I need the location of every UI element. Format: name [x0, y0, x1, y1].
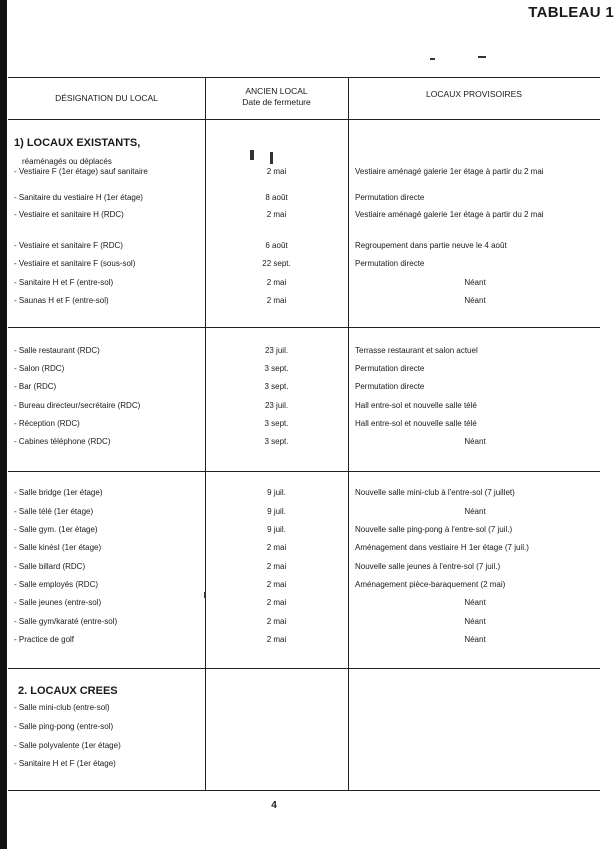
provisional-location: Hall entre-sol et nouvelle salle télé [355, 419, 477, 428]
closing-date: 3 sept. [264, 364, 289, 373]
local-name: - Saunas H et F (entre-sol) [14, 296, 109, 305]
local-name: - Salle ping-pong (entre-sol) [14, 722, 114, 731]
closing-date: 2 mai [266, 278, 287, 287]
provisional-location: Permutation directe [355, 364, 425, 373]
closing-date: 2 mai [266, 210, 287, 219]
closing-date: 3 sept. [264, 419, 289, 428]
table-row [0, 240, 600, 252]
provisional-location: Néant [464, 635, 486, 644]
table-bottom-rule [8, 790, 600, 791]
local-name: - Salon (RDC) [14, 364, 65, 373]
section1-subtitle: réaménagés ou déplacés [22, 157, 112, 166]
local-name: - Cabines téléphone (RDC) [14, 437, 111, 446]
section1-title: 1) LOCAUX EXISTANTS, [14, 137, 141, 149]
closing-date: 23 juil. [264, 346, 289, 355]
table-row [0, 506, 600, 518]
table-row [0, 579, 600, 591]
group3-bottom-rule [8, 668, 600, 669]
local-name: - Vestiaire F (1er étage) sauf sanitaire [14, 167, 148, 176]
table-row [0, 295, 600, 307]
local-name: - Salle polyvalente (1er étage) [14, 741, 121, 750]
table-row [0, 400, 600, 412]
closing-date: 3 sept. [264, 382, 289, 391]
closing-date: 2 mai [266, 167, 287, 176]
local-name: - Salle télé (1er étage) [14, 507, 94, 516]
closing-date: 9 juil. [267, 488, 286, 497]
table-row [0, 192, 600, 204]
local-name: - Vestiaire et sanitaire H (RDC) [14, 210, 124, 219]
closing-date: 23 juil. [264, 401, 289, 410]
table-row [0, 436, 600, 448]
scan-speck [250, 150, 254, 160]
closing-date: 3 sept. [264, 437, 289, 446]
scan-speck [478, 56, 486, 58]
provisional-location: Aménagement dans vestiaire H 1er étage (7 juil.) [355, 543, 529, 552]
closing-date: 2 mai [266, 580, 287, 589]
closing-date: 2 mai [266, 617, 287, 626]
table-row [0, 634, 600, 646]
local-name: - Vestiaire et sanitaire F (RDC) [14, 241, 123, 250]
local-name: - Sanitaire du vestiaire H (1er étage) [14, 193, 143, 202]
column-divider-2 [348, 77, 349, 790]
group1-bottom-rule [8, 327, 600, 328]
closing-date: 2 mai [266, 635, 287, 644]
table-row [0, 418, 600, 430]
local-name: - Salle gym. (1er étage) [14, 525, 98, 534]
closing-date: 2 mai [266, 562, 287, 571]
provisional-location: Terrasse restaurant et salon actuel [355, 346, 478, 355]
local-name: - Réception (RDC) [14, 419, 80, 428]
table-row [0, 740, 600, 752]
closing-date: 2 mai [266, 296, 287, 305]
local-name: - Practice de golf [14, 635, 75, 644]
provisional-location: Aménagement pièce-baraquement (2 mai) [355, 580, 506, 589]
closing-date: 6 août [265, 241, 288, 250]
local-name: - Vestiaire et sanitaire F (sous-sol) [14, 259, 136, 268]
table-row [0, 363, 600, 375]
provisional-location: Hall entre-sol et nouvelle salle télé [355, 401, 477, 410]
local-name: - Salle kinésI (1er étage) [14, 543, 102, 552]
table-row [0, 166, 600, 178]
local-name: - Sanitaire H et F (entre-sol) [14, 278, 114, 287]
scan-speck [270, 152, 273, 164]
section2-title: 2. LOCAUX CREES [18, 685, 118, 697]
header-date-fermeture: Date de fermeture [242, 97, 311, 107]
closing-date: 22 sept. [262, 259, 291, 268]
header-provisoires: LOCAUX PROVISOIRES [426, 89, 522, 99]
group2-bottom-rule [8, 471, 600, 472]
local-name: - Sanitaire H et F (1er étage) [14, 759, 116, 768]
closing-date: 9 juil. [267, 507, 286, 516]
table-row [0, 561, 600, 573]
provisional-location: Néant [464, 617, 486, 626]
table-row [0, 702, 600, 714]
header-ancien-local: ANCIEN LOCAL [245, 86, 308, 96]
local-name: - Salle bridge (1er étage) [14, 488, 103, 497]
provisional-location: Permutation directe [355, 193, 425, 202]
column-divider-1 [205, 77, 206, 790]
provisional-location: Néant [464, 507, 486, 516]
provisional-location: Néant [464, 598, 486, 607]
table-row [0, 277, 600, 289]
local-name: - Salle gym/karaté (entre-sol) [14, 617, 118, 626]
local-name: - Salle billard (RDC) [14, 562, 86, 571]
page-number: 4 [271, 800, 277, 811]
table-row [0, 258, 600, 270]
provisional-location: Néant [464, 296, 486, 305]
provisional-location: Vestiaire aménagé galerie 1er étage à partir du 2 mai [355, 167, 544, 176]
provisional-location: Regroupement dans partie neuve le 4 août [355, 241, 507, 250]
table-row [0, 209, 600, 221]
table-row [0, 597, 600, 609]
local-name: - Salle mini-club (entre-sol) [14, 703, 110, 712]
table-row [0, 758, 600, 770]
table-row [0, 721, 600, 733]
closing-date: 2 mai [266, 543, 287, 552]
header-top-rule [8, 77, 600, 78]
table-row [0, 381, 600, 393]
provisional-location: Vestiaire aménagé galerie 1er étage à partir du 2 mai [355, 210, 544, 219]
closing-date: 9 juil. [267, 525, 286, 534]
header-designation: DÉSIGNATION DU LOCAL [55, 93, 158, 103]
provisional-location: Permutation directe [355, 259, 425, 268]
table-row [0, 524, 600, 536]
local-name: - Salle employés (RDC) [14, 580, 99, 589]
closing-date: 8 août [265, 193, 288, 202]
scan-speck [430, 58, 435, 60]
page-title: TABLEAU 1 [528, 4, 614, 21]
header-bottom-rule [8, 119, 600, 120]
local-name: - Bar (RDC) [14, 382, 57, 391]
provisional-location: Nouvelle salle jeunes à l'entre-sol (7 juil.) [355, 562, 501, 571]
table-row [0, 487, 600, 499]
provisional-location: Néant [464, 278, 486, 287]
local-name: - Salle restaurant (RDC) [14, 346, 100, 355]
table-row [0, 345, 600, 357]
closing-date: 2 mai [266, 598, 287, 607]
scan-speck [204, 592, 206, 598]
provisional-location: Nouvelle salle ping-pong à l'entre-sol (7 juil.) [355, 525, 513, 534]
provisional-location: Nouvelle salle mini-club à l'entre-sol (7 juillet) [355, 488, 515, 497]
local-name: - Bureau directeur/secrétaire (RDC) [14, 401, 141, 410]
provisional-location: Néant [464, 437, 486, 446]
table-row [0, 542, 600, 554]
local-name: - Salle jeunes (entre-sol) [14, 598, 102, 607]
table-row [0, 616, 600, 628]
provisional-location: Permutation directe [355, 382, 425, 391]
